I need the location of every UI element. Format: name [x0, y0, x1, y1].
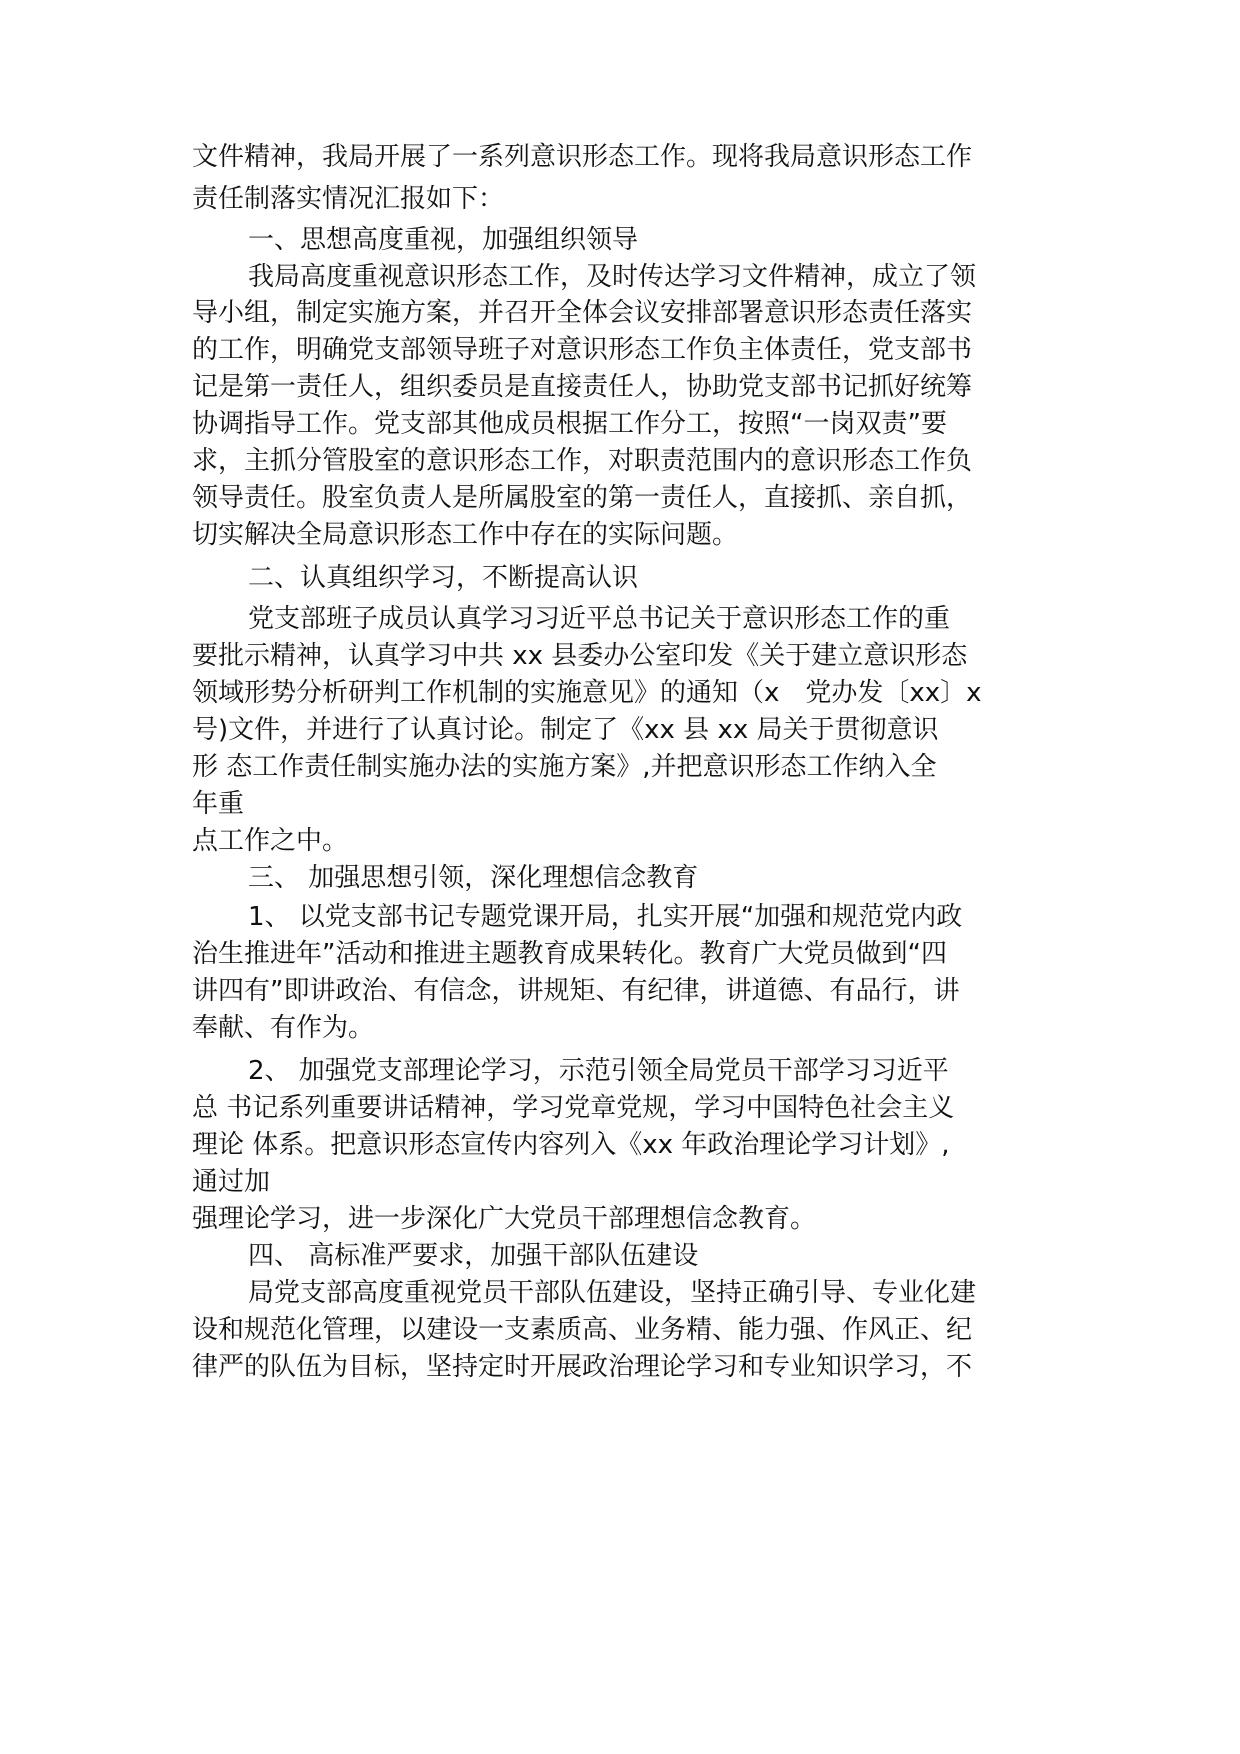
text-line: 党支部班子成员认真学习习近平总书记关于意识形态工作的重: [248, 604, 951, 634]
text-line: 治生推进年”活动和推进主题教育成果转化。教育广大党员做到“四: [192, 939, 947, 969]
text-line: 总 书记系列重要讲话精神，学习党章党规，学习中国特色社会主义: [192, 1093, 955, 1123]
text-line: 领域形势分析研判工作机制的实施意见》的通知（x 党办发〔xx〕x: [192, 678, 982, 708]
text-line: 切实解决全局意识形态工作中存在的实际问题。: [192, 520, 739, 550]
text-line: 的工作，明确党支部领导班子对意识形态工作负主体责任，党支部书: [192, 335, 973, 365]
text-line: 奉献、有作为。: [192, 1013, 375, 1043]
text-line: 设和规范化管理，以建设一支素质高、业务精、能力强、作风正、纪: [192, 1315, 973, 1345]
section-heading: 一、思想高度重视，加强组织领导: [248, 225, 639, 255]
text-line: 记是第一责任人，组织委员是直接责任人，协助党支部书记抓好统筹: [192, 372, 973, 402]
text-line: 讲四有”即讲政治、有信念，讲规矩、有纪律，讲道德、有品行，讲: [192, 976, 960, 1006]
text-line: 要批示精神，认真学习中共 xx 县委办公室印发《关于建立意识形态: [192, 641, 968, 671]
text-line: 协调指导工作。党支部其他成员根据工作分工，按照“一岗双责”要: [192, 409, 947, 439]
section-heading: 三、 加强思想引领，深化理想信念教育: [248, 863, 699, 893]
section-heading: 四、 高标准严要求，加强干部队伍建设: [248, 1241, 699, 1271]
text-line: 领导责任。股室负责人是所属股室的第一责任人，直接抓、亲自抓，: [192, 483, 973, 513]
text-line: 导小组，制定实施方案，并召开全体会议安排部署意识形态责任落实: [192, 298, 973, 328]
text-line: 1、 以党支部书记专题党课开局，扎实开展“加强和规范党内政: [248, 902, 963, 932]
text-line: 强理论学习，进一步深化广大党员干部理想信念教育。: [192, 1204, 817, 1234]
text-line: 文件精神，我局开展了一系列意识形态工作。现将我局意识形态工作: [192, 142, 973, 172]
text-line: 理论 体系。把意识形态宣传内容列入《xx 年政治理论学习计划》,: [192, 1130, 950, 1160]
text-line: 形 态工作责任制实施办法的实施方案》,并把意识形态工作纳入全: [192, 752, 937, 782]
text-line: 我局高度重视意识形态工作，及时传达学习文件精神，成立了领: [248, 262, 977, 292]
text-line: 号)文件，并进行了认真讨论。制定了《xx 县 xx 局关于贯彻意识: [192, 715, 939, 745]
text-line: 局党支部高度重视党员干部队伍建设，坚持正确引导、专业化建: [248, 1278, 977, 1308]
text-line: 责任制落实情况汇报如下：: [192, 184, 505, 214]
text-line: 律严的队伍为目标，坚持定时开展政治理论学习和专业知识学习，不: [192, 1352, 973, 1382]
text-line: 2、 加强党支部理论学习，示范引领全局党员干部学习习近平: [248, 1056, 949, 1086]
text-line: 点工作之中。: [192, 826, 349, 856]
section-heading: 二、认真组织学习，不断提高认识: [248, 563, 639, 593]
text-line: 求，主抓分管股室的意识形态工作，对职责范围内的意识形态工作负: [192, 446, 973, 476]
text-line: 通过加: [192, 1167, 271, 1197]
text-line: 年重: [192, 789, 245, 819]
